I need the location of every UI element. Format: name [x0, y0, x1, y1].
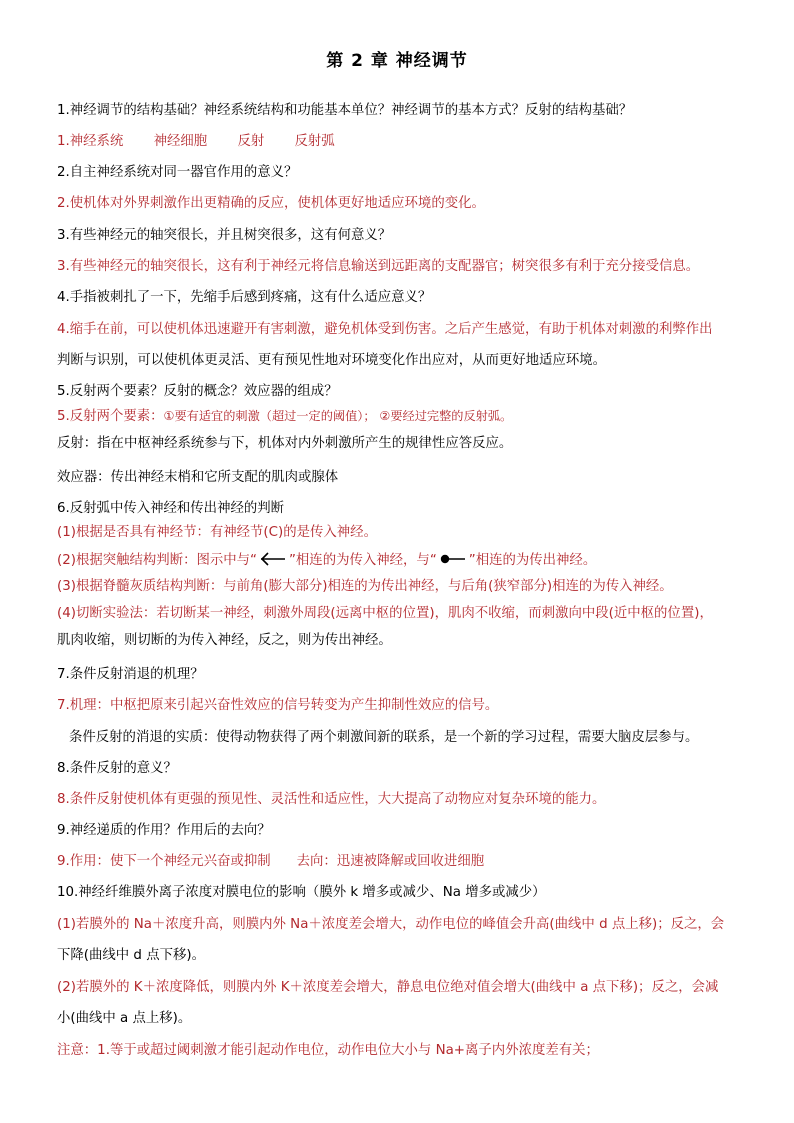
answer-6-2-part-c: ”相连的为传出神经。	[468, 553, 597, 568]
answer-5-definition: 反射：指在中枢神经系统参与下，机体对内外刺激所产生的规律性应答反应。	[57, 436, 513, 451]
answer-6-4-line-2: 肌肉收缩，则切断的为传入神经，反之，则为传出神经。	[57, 633, 392, 648]
answer-1-term-1: 1.神经系统	[57, 134, 124, 149]
answer-10-2-line-2: 小(曲线中 a 点上移)。	[57, 1011, 192, 1026]
question-4: 4.手指被刺扎了一下，先缩手后感到疼痛，这有什么适应意义？	[57, 290, 432, 305]
answer-1-term-3: 反射	[237, 134, 265, 149]
answer-7-essence: 条件反射的消退的实质：使得动物获得了两个刺激间新的联系，是一个新的学习过程，需要大脑皮层参与。	[69, 730, 699, 745]
answer-10-1-line-2: 下降(曲线中 d 点下移)。	[57, 948, 205, 963]
question-2: 2.自主神经系统对同一器官作用的意义？	[57, 165, 298, 180]
answer-5-elements	[57, 407, 757, 426]
answer-6-3: (3)根据脊髓灰质结构判断：与前角(膨大部分)相连的为传出神经，与后角(狭窄部分)相连的为传入神经。	[57, 579, 673, 594]
question-10: 10.神经纤维膜外离子浓度对膜电位的影响（膜外 k 增多或减少、Na 增多或减少）	[57, 885, 546, 900]
question-5: 5.反射两个要素？反射的概念？效应器的组成？	[57, 384, 338, 399]
note-label: 注意：	[57, 1043, 98, 1058]
answer-6-1: (1)根据是否具有神经节：有神经节(C)的是传入神经。	[57, 525, 377, 540]
answer-8: 8.条件反射使机体有更强的预见性、灵活性和适应性，大大提高了动物应对复杂环境的能力。	[57, 792, 606, 807]
chapter-title: 第 2 章 神经调节	[326, 51, 468, 71]
answer-10-1-line-1: (1)若膜外的 Na＋浓度升高，则膜内外 Na＋浓度差会增大，动作电位的峰值会升高(曲线中 d 点上移)；反之，会	[57, 917, 725, 932]
question-8: 8.条件反射的意义？	[57, 761, 177, 776]
answer-5-effector: 效应器：传出神经末梢和它所支配的肌肉或腺体	[57, 470, 339, 485]
answer-6-2	[57, 551, 757, 570]
answer-1-term-4: 反射弧	[294, 134, 335, 149]
answer-9-fate: 去向：迅速被降解或回收进细胞	[296, 854, 485, 869]
answer-9-function: 9.作用：使下一个神经元兴奋或抑制	[57, 854, 271, 869]
answer-2: 2.使机体对外界刺激作出更精确的反应，使机体更好地适应环境的变化。	[57, 196, 485, 211]
note-text: 1.等于或超过阈刺激才能引起动作电位，动作电位大小与 Na+离子内外浓度差有关；	[97, 1043, 599, 1058]
answer-3: 3.有些神经元的轴突很长，这有利于神经元将信息输送到远距离的支配器官；树突很多有利于充分接受信息。	[57, 259, 700, 274]
answer-1	[57, 133, 757, 151]
answer-5-prefix: 5.反射两个要素：	[57, 409, 164, 424]
answer-1-term-2: 神经细胞	[153, 134, 208, 149]
question-9: 9.神经递质的作用？作用后的去向？	[57, 823, 271, 838]
axon-cell-body-synapse-icon	[438, 551, 468, 567]
answer-10-2-line-1: (2)若膜外的 K＋浓度降低，则膜内外 K＋浓度差会增大，静息电位绝对值会增大(曲线中 a 点下移)；反之，会减	[57, 980, 719, 995]
answer-4-line-1: 4.缩手在前，可以使机体迅速避开有害刺激，避免机体受到伤害。之后产生感觉，有助于机体对刺激的利弊作出	[57, 322, 713, 337]
answer-4-line-2: 判断与识别，可以使机体更灵活、更有预见性地对环境变化作出应对，从而更好地适应环境。	[57, 353, 607, 368]
question-6: 6.反射弧中传入神经和传出神经的判断	[57, 501, 285, 516]
question-1: 1.神经调节的结构基础？神经系统结构和功能基本单位？神经调节的基本方式？反射的结构基础？	[57, 103, 633, 118]
answer-9	[57, 853, 757, 871]
answer-6-2-part-b: ”相连的为传入神经，与“	[288, 553, 437, 568]
answer-6-2-part-a: (2)根据突触结构判断：图示中与“	[57, 553, 257, 568]
question-3: 3.有些神经元的轴突很长，并且树突很多，这有何意义？	[57, 228, 392, 243]
axon-dendrite-synapse-icon	[258, 551, 288, 567]
answer-7-mechanism: 7.机理：中枢把原来引起兴奋性效应的信号转变为产生抑制性效应的信号。	[57, 698, 499, 713]
note-line	[57, 1042, 757, 1060]
answer-5-elements-text: ①要有适宜的刺激（超过一定的阈值）； ②要经过完整的反射弧。	[163, 409, 513, 423]
answer-6-4-line-1: (4)切断实验法：若切断某一神经，刺激外周段(远离中枢的位置)，肌肉不收缩，而刺激向中段(近中枢的位置)，	[57, 606, 713, 621]
question-7: 7.条件反射消退的机理？	[57, 667, 204, 682]
